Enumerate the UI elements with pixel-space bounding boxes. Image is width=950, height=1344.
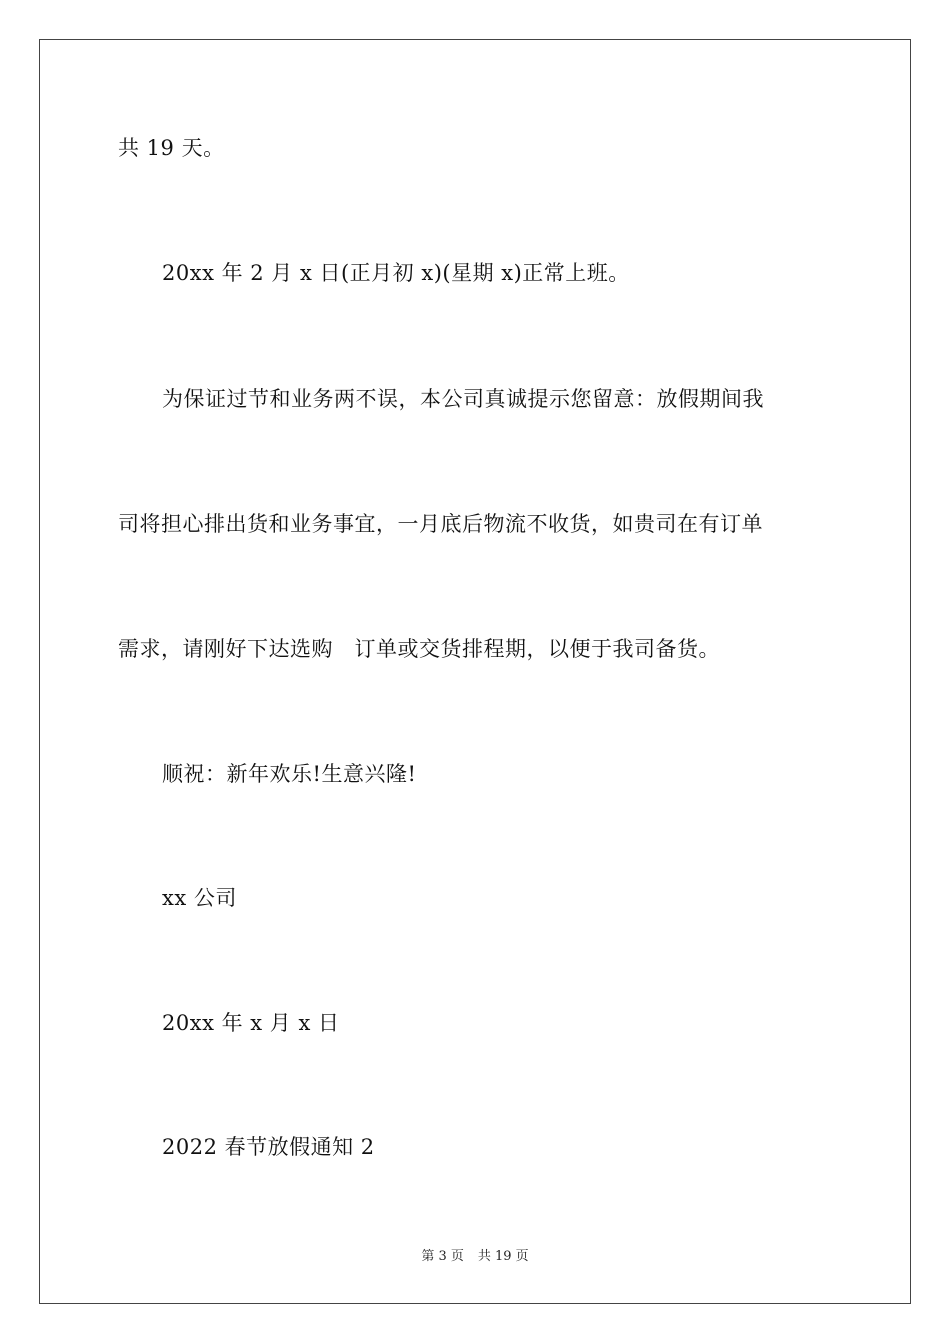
text-line-date: 20xx 年 x 月 x 日 <box>162 1011 340 1035</box>
text-line-next-title: 2022 春节放假通知 2 <box>162 1135 375 1159</box>
page-total: 共 19 页 <box>477 1249 529 1264</box>
text-line-greeting: 顺祝：新年欢乐!生意兴隆! <box>162 762 417 786</box>
text-line-notice-2: 司将担心排出货和业务事宜，一月底后物流不收货，如贵司在有订单 <box>118 512 763 536</box>
text-line-return-date: 20xx 年 2 月 x 日(正月初 x)(星期 x)正常上班。 <box>162 261 630 285</box>
text-line-notice-1: 为保证过节和业务两不误，本公司真诚提示您留意：放假期间我 <box>162 387 764 411</box>
page-footer <box>0 1249 950 1265</box>
page-border <box>39 39 911 1304</box>
text-line-company: xx 公司 <box>162 886 237 910</box>
page-number: 第 3 页 <box>421 1249 464 1264</box>
text-line-days-count: 共 19 天。 <box>118 136 225 160</box>
text-line-notice-3: 需求，请刚好下达选购 订单或交货排程期，以便于我司备货。 <box>118 637 720 661</box>
